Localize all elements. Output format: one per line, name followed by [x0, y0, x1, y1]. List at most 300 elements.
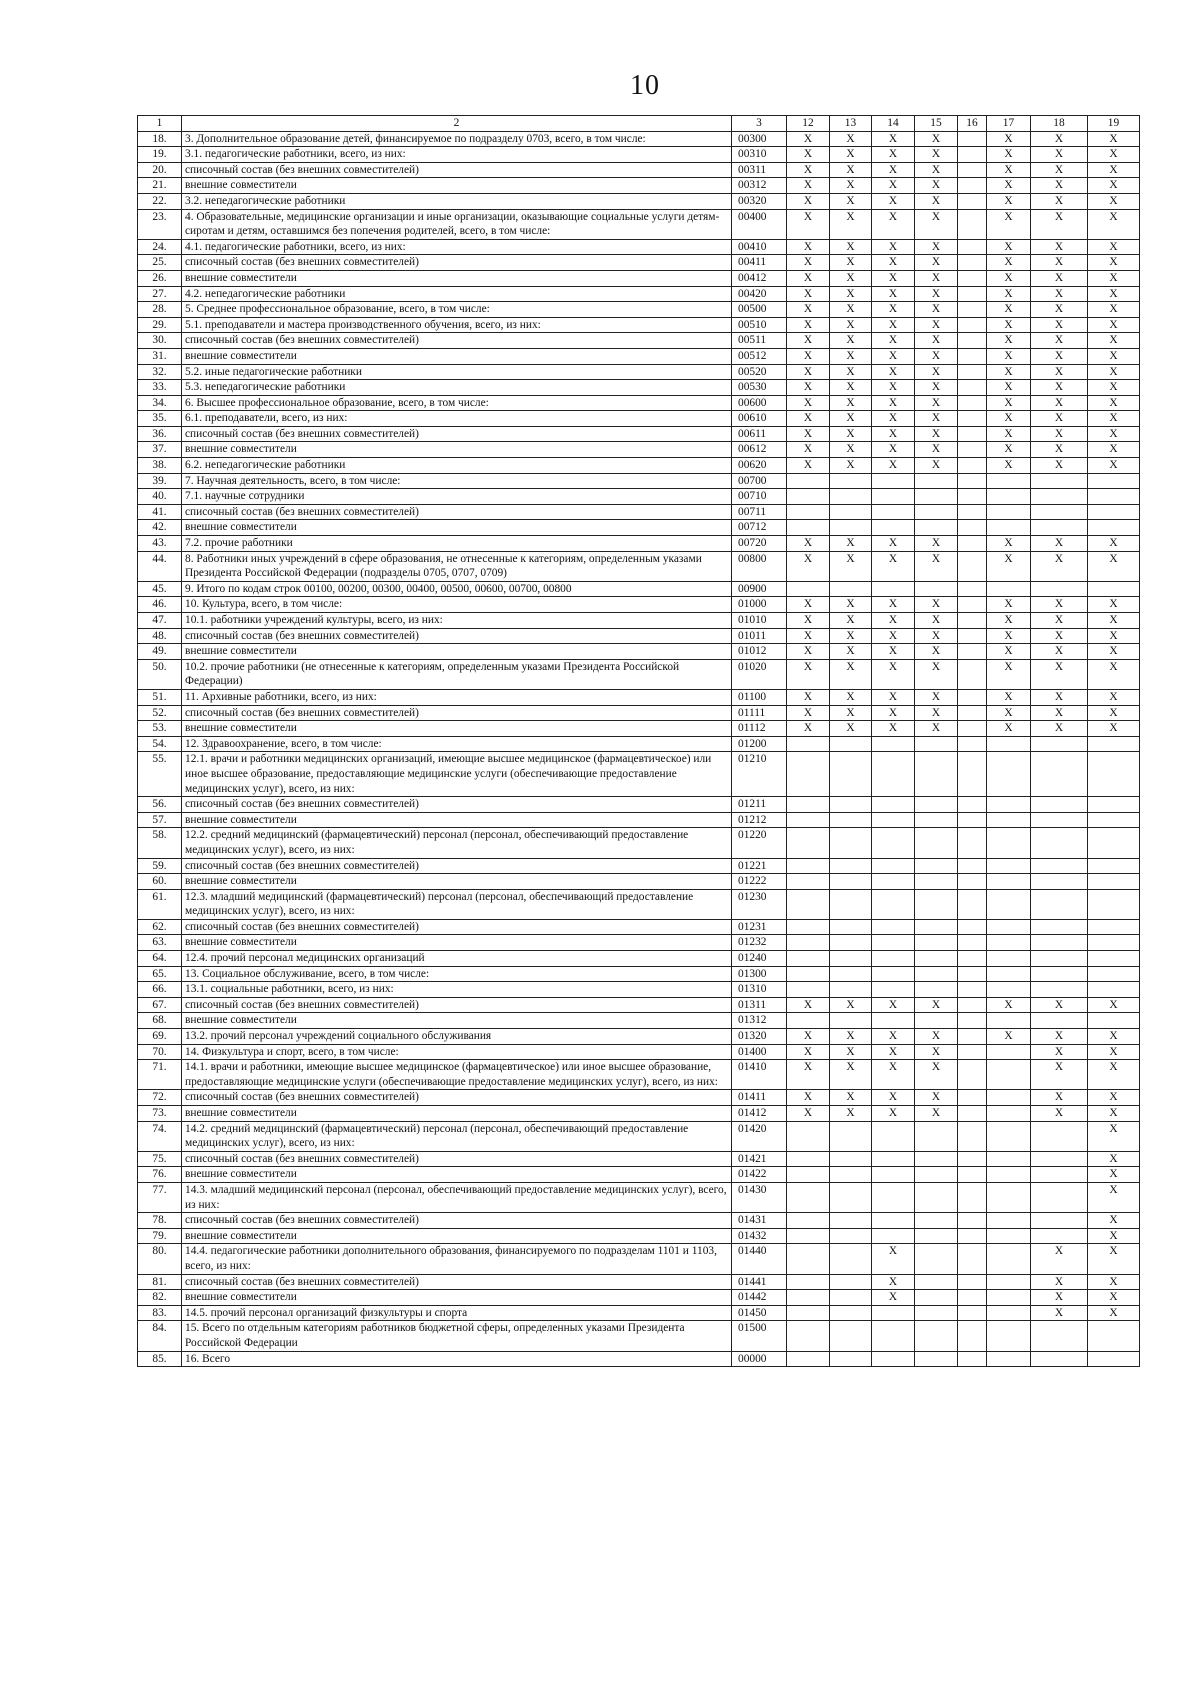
row-number: 53. — [138, 721, 182, 737]
mark-cell-col-19: X — [1088, 597, 1140, 613]
row-number: 67. — [138, 997, 182, 1013]
mark-cell-col-12: X — [787, 426, 830, 442]
mark-cell-col-19: X — [1088, 659, 1140, 689]
row-name: 14.3. младший медицинский персонал (персонал, обеспечивающий предоставление медицинских услуг), всего, из них: — [182, 1182, 732, 1212]
mark-cell-col-17: X — [987, 333, 1031, 349]
mark-cell-col-17: X — [987, 628, 1031, 644]
mark-cell-col-12: X — [787, 689, 830, 705]
mark-cell-col-16 — [958, 1060, 987, 1090]
row-code: 00611 — [732, 426, 787, 442]
mark-cell-col-18: X — [1031, 659, 1088, 689]
row-code: 00510 — [732, 317, 787, 333]
mark-cell-col-19: X — [1088, 458, 1140, 474]
table-row — [138, 736, 1140, 752]
mark-cell-col-16 — [958, 162, 987, 178]
mark-cell-col-19 — [1088, 581, 1140, 597]
mark-cell-col-18 — [1031, 1213, 1088, 1229]
mark-cell-col-12: X — [787, 551, 830, 581]
row-number: 36. — [138, 426, 182, 442]
mark-cell-col-15 — [915, 520, 958, 536]
mark-cell-col-14: X — [872, 364, 915, 380]
row-name: 4.2. непедагогические работники — [182, 286, 732, 302]
mark-cell-col-16 — [958, 317, 987, 333]
mark-cell-col-16 — [958, 239, 987, 255]
mark-cell-col-19: X — [1088, 1029, 1140, 1045]
mark-cell-col-17 — [987, 1060, 1031, 1090]
row-code: 01300 — [732, 966, 787, 982]
mark-cell-col-13: X — [830, 333, 872, 349]
row-name: списочный состав (без внешних совместителей) — [182, 1213, 732, 1229]
row-number: 85. — [138, 1351, 182, 1367]
row-number: 55. — [138, 752, 182, 797]
mark-cell-col-12: X — [787, 997, 830, 1013]
mark-cell-col-12: X — [787, 536, 830, 552]
row-name: 9. Итого по кодам строк 00100, 00200, 00300, 00400, 00500, 00600, 00700, 00800 — [182, 581, 732, 597]
mark-cell-col-13 — [830, 504, 872, 520]
mark-cell-col-16 — [958, 736, 987, 752]
mark-cell-col-16 — [958, 1290, 987, 1306]
mark-cell-col-18: X — [1031, 1106, 1088, 1122]
mark-cell-col-19: X — [1088, 1121, 1140, 1151]
row-number: 70. — [138, 1044, 182, 1060]
mark-cell-col-18 — [1031, 1151, 1088, 1167]
mark-cell-col-15 — [915, 1213, 958, 1229]
mark-cell-col-17: X — [987, 364, 1031, 380]
mark-cell-col-17 — [987, 982, 1031, 998]
row-number: 21. — [138, 178, 182, 194]
mark-cell-col-13: X — [830, 1044, 872, 1060]
mark-cell-col-15 — [915, 797, 958, 813]
mark-cell-col-16 — [958, 828, 987, 858]
row-code: 00400 — [732, 209, 787, 239]
row-name: 5.2. иные педагогические работники — [182, 364, 732, 380]
mark-cell-col-15: X — [915, 536, 958, 552]
mark-cell-col-16 — [958, 644, 987, 660]
mark-cell-col-18 — [1031, 828, 1088, 858]
mark-cell-col-13 — [830, 1182, 872, 1212]
mark-cell-col-19 — [1088, 736, 1140, 752]
table-row — [138, 131, 1140, 147]
row-name: 14.1. врачи и работники, имеющие высшее медицинское (фармацевтическое) или иное высшее образование, предоставляющие медицинские услуги (обеспечивающие предоставление медицинских услуг), всего, из них: — [182, 1060, 732, 1090]
mark-cell-col-17: X — [987, 317, 1031, 333]
mark-cell-col-17 — [987, 1167, 1031, 1183]
mark-cell-col-16 — [958, 597, 987, 613]
mark-cell-col-16 — [958, 1044, 987, 1060]
mark-cell-col-19: X — [1088, 1182, 1140, 1212]
row-number: 52. — [138, 705, 182, 721]
mark-cell-col-19 — [1088, 982, 1140, 998]
table-row — [138, 951, 1140, 967]
row-name: 8. Работники иных учреждений в сфере образования, не отнесенные к категориям, определенным указами Президента Российской Федерации (подразделы 0705, 0707, 0709) — [182, 551, 732, 581]
row-name: 10.1. работники учреждений культуры, всего, из них: — [182, 613, 732, 629]
mark-cell-col-16 — [958, 797, 987, 813]
mark-cell-col-16 — [958, 721, 987, 737]
mark-cell-col-14: X — [872, 613, 915, 629]
mark-cell-col-19: X — [1088, 628, 1140, 644]
mark-cell-col-16 — [958, 178, 987, 194]
mark-cell-col-18 — [1031, 1351, 1088, 1367]
mark-cell-col-19: X — [1088, 1090, 1140, 1106]
mark-cell-col-17: X — [987, 458, 1031, 474]
row-code: 00700 — [732, 473, 787, 489]
mark-cell-col-12 — [787, 951, 830, 967]
mark-cell-col-17: X — [987, 131, 1031, 147]
row-code: 00310 — [732, 147, 787, 163]
mark-cell-col-12: X — [787, 302, 830, 318]
mark-cell-col-18: X — [1031, 1029, 1088, 1045]
mark-cell-col-17 — [987, 1274, 1031, 1290]
row-number: 39. — [138, 473, 182, 489]
row-number: 60. — [138, 874, 182, 890]
mark-cell-col-16 — [958, 270, 987, 286]
row-name: внешние совместители — [182, 935, 732, 951]
row-number: 63. — [138, 935, 182, 951]
mark-cell-col-15: X — [915, 613, 958, 629]
mark-cell-col-13: X — [830, 411, 872, 427]
row-number: 20. — [138, 162, 182, 178]
mark-cell-col-12: X — [787, 333, 830, 349]
row-name: 7.2. прочие работники — [182, 536, 732, 552]
row-number: 51. — [138, 689, 182, 705]
table-row — [138, 1167, 1140, 1183]
mark-cell-col-12 — [787, 982, 830, 998]
row-name: внешние совместители — [182, 1106, 732, 1122]
mark-cell-col-14 — [872, 1351, 915, 1367]
mark-cell-col-16 — [958, 286, 987, 302]
mark-cell-col-17 — [987, 581, 1031, 597]
mark-cell-col-15: X — [915, 411, 958, 427]
table-row — [138, 302, 1140, 318]
mark-cell-col-13 — [830, 520, 872, 536]
mark-cell-col-13: X — [830, 551, 872, 581]
table-row — [138, 147, 1140, 163]
mark-cell-col-18: X — [1031, 302, 1088, 318]
mark-cell-col-14 — [872, 858, 915, 874]
mark-cell-col-16 — [958, 874, 987, 890]
row-name: 14.5. прочий персонал организаций физкультуры и спорта — [182, 1305, 732, 1321]
mark-cell-col-16 — [958, 1167, 987, 1183]
mark-cell-col-18: X — [1031, 442, 1088, 458]
mark-cell-col-12: X — [787, 239, 830, 255]
mark-cell-col-12 — [787, 1274, 830, 1290]
mark-cell-col-19: X — [1088, 1151, 1140, 1167]
mark-cell-col-15 — [915, 919, 958, 935]
mark-cell-col-14 — [872, 1228, 915, 1244]
mark-cell-col-19: X — [1088, 426, 1140, 442]
mark-cell-col-16 — [958, 489, 987, 505]
mark-cell-col-19: X — [1088, 1044, 1140, 1060]
mark-cell-col-13: X — [830, 613, 872, 629]
mark-cell-col-19: X — [1088, 1167, 1140, 1183]
mark-cell-col-19: X — [1088, 721, 1140, 737]
row-number: 24. — [138, 239, 182, 255]
table-row — [138, 1182, 1140, 1212]
mark-cell-col-17: X — [987, 997, 1031, 1013]
mark-cell-col-18: X — [1031, 1305, 1088, 1321]
page-number: 10 — [630, 70, 660, 101]
mark-cell-col-12 — [787, 581, 830, 597]
mark-cell-col-12 — [787, 752, 830, 797]
mark-cell-col-13 — [830, 982, 872, 998]
mark-cell-col-15 — [915, 1305, 958, 1321]
mark-cell-col-15 — [915, 1167, 958, 1183]
table-row — [138, 364, 1140, 380]
mark-cell-col-17 — [987, 1244, 1031, 1274]
row-number: 40. — [138, 489, 182, 505]
row-code: 01230 — [732, 889, 787, 919]
mark-cell-col-18: X — [1031, 1274, 1088, 1290]
mark-cell-col-16 — [958, 1321, 987, 1351]
mark-cell-col-14 — [872, 520, 915, 536]
mark-cell-col-13: X — [830, 689, 872, 705]
mark-cell-col-13: X — [830, 395, 872, 411]
row-name: списочный состав (без внешних совместителей) — [182, 1151, 732, 1167]
mark-cell-col-13 — [830, 1351, 872, 1367]
mark-cell-col-13 — [830, 828, 872, 858]
row-name: внешние совместители — [182, 1290, 732, 1306]
row-name: списочный состав (без внешних совместителей) — [182, 919, 732, 935]
mark-cell-col-15: X — [915, 380, 958, 396]
mark-cell-col-13: X — [830, 209, 872, 239]
row-number: 50. — [138, 659, 182, 689]
mark-cell-col-16 — [958, 348, 987, 364]
row-code: 00711 — [732, 504, 787, 520]
mark-cell-col-17: X — [987, 162, 1031, 178]
mark-cell-col-14 — [872, 1305, 915, 1321]
mark-cell-col-13: X — [830, 644, 872, 660]
table-row — [138, 752, 1140, 797]
table-row — [138, 348, 1140, 364]
column-header-16: 16 — [958, 116, 987, 132]
mark-cell-col-13 — [830, 1274, 872, 1290]
mark-cell-col-17: X — [987, 442, 1031, 458]
mark-cell-col-15 — [915, 1321, 958, 1351]
mark-cell-col-19: X — [1088, 255, 1140, 271]
mark-cell-col-17: X — [987, 597, 1031, 613]
mark-cell-col-16 — [958, 255, 987, 271]
row-code: 00610 — [732, 411, 787, 427]
mark-cell-col-14: X — [872, 1106, 915, 1122]
row-number: 49. — [138, 644, 182, 660]
mark-cell-col-14: X — [872, 395, 915, 411]
table-row — [138, 162, 1140, 178]
column-header-18: 18 — [1031, 116, 1088, 132]
mark-cell-col-19: X — [1088, 411, 1140, 427]
mark-cell-col-17 — [987, 1351, 1031, 1367]
table-row — [138, 812, 1140, 828]
row-code: 00720 — [732, 536, 787, 552]
row-name: внешние совместители — [182, 1167, 732, 1183]
mark-cell-col-12: X — [787, 1106, 830, 1122]
mark-cell-col-18: X — [1031, 131, 1088, 147]
row-number: 34. — [138, 395, 182, 411]
mark-cell-col-14: X — [872, 442, 915, 458]
mark-cell-col-16 — [958, 193, 987, 209]
mark-cell-col-13 — [830, 1305, 872, 1321]
mark-cell-col-19: X — [1088, 147, 1140, 163]
mark-cell-col-16 — [958, 1029, 987, 1045]
mark-cell-col-15 — [915, 1244, 958, 1274]
mark-cell-col-15: X — [915, 348, 958, 364]
row-code: 01010 — [732, 613, 787, 629]
mark-cell-col-14: X — [872, 705, 915, 721]
mark-cell-col-12 — [787, 1213, 830, 1229]
mark-cell-col-17 — [987, 1090, 1031, 1106]
row-code: 01441 — [732, 1274, 787, 1290]
mark-cell-col-12: X — [787, 131, 830, 147]
row-code: 01211 — [732, 797, 787, 813]
mark-cell-col-19: X — [1088, 348, 1140, 364]
row-code: 01231 — [732, 919, 787, 935]
mark-cell-col-18 — [1031, 489, 1088, 505]
row-code: 01240 — [732, 951, 787, 967]
mark-cell-col-14: X — [872, 380, 915, 396]
row-code: 01310 — [732, 982, 787, 998]
mark-cell-col-14 — [872, 828, 915, 858]
mark-cell-col-13 — [830, 1228, 872, 1244]
row-number: 42. — [138, 520, 182, 536]
column-header-12: 12 — [787, 116, 830, 132]
table-row — [138, 858, 1140, 874]
row-number: 32. — [138, 364, 182, 380]
mark-cell-col-16 — [958, 411, 987, 427]
mark-cell-col-16 — [958, 1090, 987, 1106]
mark-cell-col-13: X — [830, 426, 872, 442]
mark-cell-col-17 — [987, 1182, 1031, 1212]
mark-cell-col-19 — [1088, 1351, 1140, 1367]
mark-cell-col-14: X — [872, 1060, 915, 1090]
row-code: 00710 — [732, 489, 787, 505]
row-number: 59. — [138, 858, 182, 874]
mark-cell-col-18 — [1031, 889, 1088, 919]
mark-cell-col-17 — [987, 919, 1031, 935]
row-number: 83. — [138, 1305, 182, 1321]
mark-cell-col-16 — [958, 628, 987, 644]
mark-cell-col-12: X — [787, 1090, 830, 1106]
row-code: 01210 — [732, 752, 787, 797]
mark-cell-col-14 — [872, 736, 915, 752]
mark-cell-col-13: X — [830, 270, 872, 286]
table-row — [138, 1029, 1140, 1045]
mark-cell-col-12 — [787, 935, 830, 951]
table-row — [138, 721, 1140, 737]
row-code: 01422 — [732, 1167, 787, 1183]
mark-cell-col-15: X — [915, 442, 958, 458]
row-name: 15. Всего по отдельным категориям работников бюджетной сферы, определенных указами Президента Российской Федерации — [182, 1321, 732, 1351]
mark-cell-col-13: X — [830, 458, 872, 474]
row-code: 01400 — [732, 1044, 787, 1060]
mark-cell-col-18: X — [1031, 1290, 1088, 1306]
mark-cell-col-14: X — [872, 178, 915, 194]
mark-cell-col-15 — [915, 935, 958, 951]
mark-cell-col-15: X — [915, 239, 958, 255]
row-number: 80. — [138, 1244, 182, 1274]
mark-cell-col-12: X — [787, 255, 830, 271]
mark-cell-col-15 — [915, 736, 958, 752]
mark-cell-col-19: X — [1088, 193, 1140, 209]
mark-cell-col-14 — [872, 504, 915, 520]
mark-cell-col-13: X — [830, 193, 872, 209]
mark-cell-col-15: X — [915, 705, 958, 721]
mark-cell-col-16 — [958, 812, 987, 828]
table-row — [138, 426, 1140, 442]
row-code: 01011 — [732, 628, 787, 644]
mark-cell-col-17: X — [987, 705, 1031, 721]
column-header-19: 19 — [1088, 116, 1140, 132]
table-row — [138, 689, 1140, 705]
mark-cell-col-13: X — [830, 178, 872, 194]
row-code: 00410 — [732, 239, 787, 255]
column-header-1: 1 — [138, 116, 182, 132]
mark-cell-col-13: X — [830, 348, 872, 364]
row-code: 01311 — [732, 997, 787, 1013]
table-row — [138, 395, 1140, 411]
mark-cell-col-17 — [987, 951, 1031, 967]
mark-cell-col-19 — [1088, 874, 1140, 890]
mark-cell-col-13 — [830, 951, 872, 967]
mark-cell-col-12 — [787, 1290, 830, 1306]
row-code: 00311 — [732, 162, 787, 178]
mark-cell-col-16 — [958, 951, 987, 967]
row-code: 01222 — [732, 874, 787, 890]
row-name: 6.2. непедагогические работники — [182, 458, 732, 474]
mark-cell-col-16 — [958, 935, 987, 951]
mark-cell-col-16 — [958, 209, 987, 239]
mark-cell-col-14: X — [872, 348, 915, 364]
row-name: 10. Культура, всего, в том числе: — [182, 597, 732, 613]
mark-cell-col-19: X — [1088, 131, 1140, 147]
mark-cell-col-16 — [958, 473, 987, 489]
mark-cell-col-13 — [830, 473, 872, 489]
mark-cell-col-12 — [787, 828, 830, 858]
table-row — [138, 613, 1140, 629]
mark-cell-col-12: X — [787, 162, 830, 178]
row-name: внешние совместители — [182, 178, 732, 194]
table-row — [138, 1106, 1140, 1122]
mark-cell-col-14 — [872, 489, 915, 505]
mark-cell-col-19: X — [1088, 536, 1140, 552]
mark-cell-col-19 — [1088, 504, 1140, 520]
mark-cell-col-16 — [958, 997, 987, 1013]
table-row — [138, 1321, 1140, 1351]
mark-cell-col-16 — [958, 364, 987, 380]
row-code: 00612 — [732, 442, 787, 458]
mark-cell-col-17 — [987, 1013, 1031, 1029]
row-number: 58. — [138, 828, 182, 858]
row-code: 00320 — [732, 193, 787, 209]
mark-cell-col-19: X — [1088, 302, 1140, 318]
row-code: 01200 — [732, 736, 787, 752]
mark-cell-col-16 — [958, 131, 987, 147]
mark-cell-col-14 — [872, 1151, 915, 1167]
row-name: 5. Среднее профессиональное образование, всего, в том числе: — [182, 302, 732, 318]
mark-cell-col-18: X — [1031, 628, 1088, 644]
mark-cell-col-17 — [987, 1228, 1031, 1244]
mark-cell-col-17 — [987, 752, 1031, 797]
mark-cell-col-12 — [787, 1121, 830, 1151]
table-row — [138, 473, 1140, 489]
row-name: списочный состав (без внешних совместителей) — [182, 1090, 732, 1106]
table-row — [138, 581, 1140, 597]
row-name: списочный состав (без внешних совместителей) — [182, 997, 732, 1013]
mark-cell-col-18: X — [1031, 997, 1088, 1013]
mark-cell-col-15: X — [915, 628, 958, 644]
mark-cell-col-18 — [1031, 1182, 1088, 1212]
mark-cell-col-13: X — [830, 147, 872, 163]
table-row — [138, 597, 1140, 613]
mark-cell-col-14: X — [872, 302, 915, 318]
row-name: 13.2. прочий персонал учреждений социального обслуживания — [182, 1029, 732, 1045]
